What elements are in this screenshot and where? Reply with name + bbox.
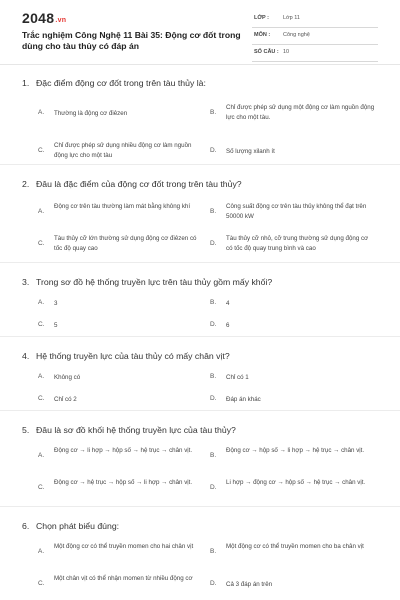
option-c[interactable]: C. Chỉ được phép sử dụng nhiều động cơ làm nguồn động lực cho một tàu [38, 142, 192, 159]
question-stem: 6. Chọn phát biểu đúng: [22, 521, 120, 531]
meta-row-class [252, 11, 378, 28]
option-c[interactable]: C. Động cơ → hệ trục → hộp số → li hợp → chân vịt. [38, 479, 193, 491]
option-a[interactable]: A. Một động cơ có thể truyền momen cho hai chân vịt [38, 543, 194, 555]
option-b[interactable]: B. Một động cơ có thể truyền momen cho ba chân vịt [210, 543, 364, 555]
question-5 [0, 411, 400, 507]
option-b[interactable]: B. Động cơ → hộp số → li hợp → hệ trục → chân vịt. [210, 447, 365, 459]
option-b[interactable]: B. Chỉ có 1 [210, 373, 249, 381]
question-stem: 1. Đặc điểm động cơ đốt trong trên tàu thủy là: [22, 78, 206, 88]
option-b[interactable]: B. Công suất động cơ trên tàu thủy không thể đạt trên 50000 kW [210, 203, 367, 220]
meta-value: Công nghệ [283, 32, 310, 38]
meta-row-subject [252, 28, 378, 45]
option-b[interactable]: B. 4 [210, 299, 230, 307]
option-a[interactable]: A. Động cơ → li hợp → hộp số → hệ trục → chân vịt. [38, 447, 193, 459]
quiz-meta [252, 11, 378, 62]
option-a[interactable]: A. Không có [38, 373, 81, 381]
meta-value: Lớp 11 [283, 15, 300, 21]
meta-row-count [252, 45, 378, 62]
question-stem: 3. Trong sơ đồ hệ thống truyền lực trên tàu thủy gồm mấy khối? [22, 277, 273, 287]
option-c[interactable]: C. Một chân vịt có thể nhận momen từ nhiều động cơ [38, 575, 193, 587]
option-c[interactable]: C. Tàu thủy cỡ lớn thường sử dụng động cơ điêzen có tốc độ quay cao [38, 235, 197, 252]
option-d[interactable]: D. Đáp án khác [210, 395, 261, 403]
option-a[interactable]: A. 3 [38, 299, 58, 307]
page-header [0, 0, 400, 65]
page-title: Trắc nghiệm Công Nghệ 11 Bài 35: Động cơ đốt trong dùng cho tàu thủy có đáp án [22, 30, 241, 51]
option-a[interactable]: A. Thường là động cơ điêzen [38, 109, 128, 117]
option-d[interactable]: D. 6 [210, 321, 230, 329]
option-d[interactable]: D. Li hợp → động cơ → hộp số → hệ trục → chân vịt. [210, 479, 366, 491]
question-list [0, 64, 400, 600]
question-stem: 2. Đâu là đặc điểm của động cơ đốt trong trên tàu thủy? [22, 179, 242, 189]
meta-value: 10 [283, 49, 290, 55]
question-6 [0, 507, 400, 600]
question-2 [0, 165, 400, 263]
option-d[interactable]: D. Cả 3 đáp án trên [210, 580, 273, 588]
option-d[interactable]: D. Tàu thủy cỡ nhỏ, cỡ trung thường sử dụng động cơ có tốc độ quay trung bình và cao [210, 235, 369, 252]
site-logo[interactable]: 2048.vn [22, 10, 67, 26]
question-stem: 5. Đâu là sơ đồ khối hệ thống truyền lực của tàu thủy? [22, 425, 236, 435]
meta-key: MÔN : [254, 32, 271, 38]
option-c[interactable]: C. Chỉ có 2 [38, 395, 77, 403]
option-b[interactable]: B. Chỉ được phép sử dụng một động cơ làm nguồn động lực cho một tàu. [210, 104, 375, 121]
meta-key: LỚP : [254, 15, 269, 21]
option-d[interactable]: D. Số lượng xilanh ít [210, 147, 275, 155]
meta-key: SỐ CÂU : [254, 49, 279, 55]
question-1 [0, 64, 400, 165]
question-4 [0, 337, 400, 411]
question-stem: 4. Hệ thống truyền lực của tàu thủy có mấy chân vịt? [22, 351, 230, 361]
option-c[interactable]: C. 5 [38, 321, 58, 329]
question-3 [0, 263, 400, 337]
option-a[interactable]: A. Động cơ trên tàu thường làm mát bằng không khí [38, 203, 191, 215]
